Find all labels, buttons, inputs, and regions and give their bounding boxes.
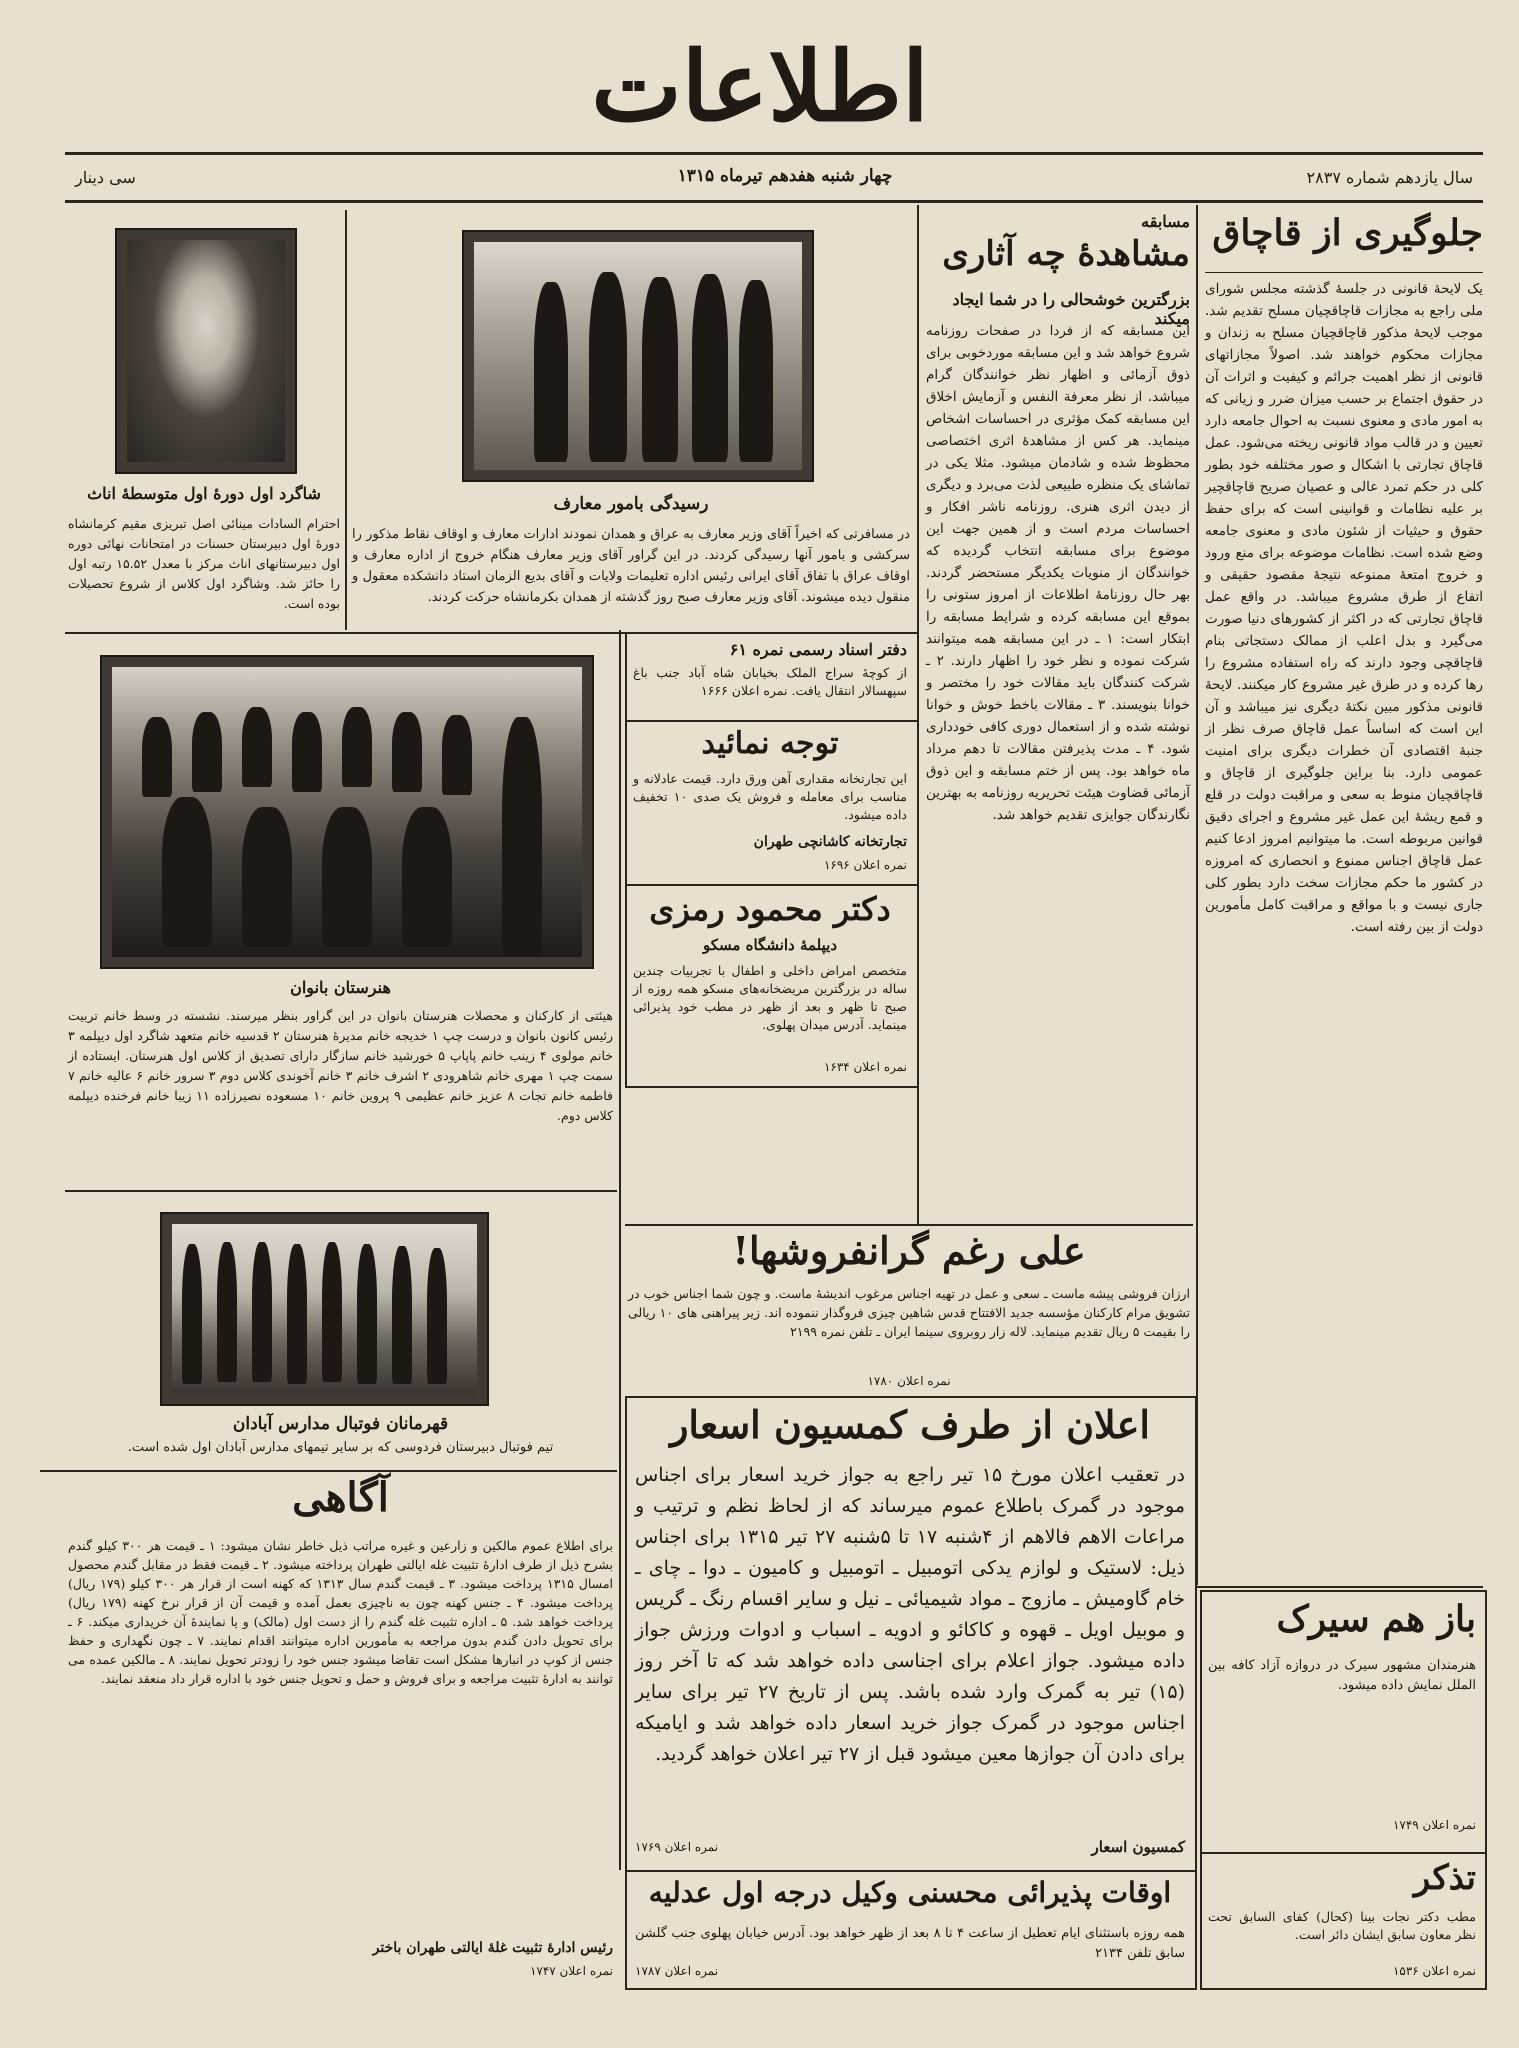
education-body: در مسافرتی که اخیراً آقای وزیر معارف به عراق و همدان نمودند ادارات معارف و اوقاف نقاط مذکور را سرکشی و بامور آنها رسیدگی کردند. در این گراور آقای وزیر معارف هنگام خروج از اداره معارف و اوقاف عراق با تفاق آقای ایرانی رئیس اداره تعلیمات ولایات و آقای بدیع الزمان استاد دانشکده معقول و منقول دیده میشوند. آقای وزیر معارف صبح روز گذشته از همدان بکرمانشاه حرکت کردند. bbox=[352, 527, 910, 605]
contest-subtitle: بزرگترین خوشحالی را در شما ایجاد میکند bbox=[952, 290, 1190, 328]
commission-body: در تعقیب اعلان مورخ ۱۵ تیر راجع به جواز خرید اسعار برای اجناس موجود در گمرک باطلاع عموم میرساند که از لحاظ نظم و ترتیب و مراعات الاهم فالاهم از ۴شنبه ۱۷ تا ۵شنبه ۲۷ تیر ۱۳۱۵ برای اجناس ذیل: لاستیک و لوازم یدکی اتومبیل ـ اتومبیل و کامیون ـ دوا ـ چای ـ خام گاومیش ـ مازوج ـ مواد شیمیائی ـ نیل و سایر اقسام رنگ ـ گریس و موبیل اویل ـ قهوه و کاکائو و ادویه ـ اسباب و ادوات ورزش جواز داده میشود. جواز اعلام برای اجناسی داده خواهد شد که تا آخر روز (۱۵) تیر به گمرک وارد شده باشد. پس از تاریخ ۲۷ تیر برای سایر اجناس موجود در گمرک جواز خرید اسعار داده خواهد شد و ایامیکه برای دادن آن جوازها معین میشود قبل از ۲۷ تیر اعلان خواهد گردید. bbox=[635, 1464, 1186, 1765]
lawyer-body: همه روزه باستثنای ایام تعطیل از ساعت ۴ تا ۸ بعد از ظهر خواهد بود. آدرس خیابان پهلوی جنب گلشن سابق تلفن ۲۱۳۴ bbox=[635, 1926, 1186, 1961]
education-photo bbox=[462, 230, 814, 482]
doctor-ad bbox=[625, 884, 919, 1088]
girls-school-body: هیئتی از کارکنان و محصلات هنرستان بانوان در این گراور بنظر میرسند. نشسته در وسط خانم تربیت رئیس کانون بانوان و درست چپ ۱ خدیجه خانم مدیرهٔ هنرستان ۲ قدسیه خانم متعهد شاگرد اول دیپلمه ۳ خانم مولوی ۴ زینب خانم پاپاپ ۵ خورشید خانم سازگار دارای تصدیق از کلاس اول هنرستان. ایستاده از سمت چپ ۱ مهری خانم شاهرودی ۲ اشرف خانم ۳ خانم آخوندی کلاس دوم ۳ سرور خانم ۶ عالیه خانم ۷ فاطمه خانم تجات ۸ عزیز خانم عظیمی ۹ پروین خانم ۱۰ مسعوده نصیرزاده ۱۱ زیبا خانم فرخنده دیپلمه کلاس دوم. bbox=[68, 1008, 613, 1123]
notice-ref: نمره اعلان ۱۷۴۷ bbox=[529, 1964, 613, 1978]
contest-body: این مسابقه که از فردا در صفحات روزنامه شروع خواهد شد و این مسابقه موردخوبی برای ذوق آزمائی و اظهار نظر خوانندگان گرام میباشد. از نظر معرفة النفس و آزمایش اخلاق این مسابقه کمک مؤثری در احساسات اشخاص مینماید. هر کس از مشاهدهٔ اثری اختصاصی محظوظ شده و شادمان میشود. مثلا یکی در تماشای یک منظره طبیعی لذت می‌برد و دیگری از دیدن اثری هنری. روزنامه ناشر افکار و احساسات مردم است و از همین جهت این موضوع برای مسابقه انتخاب گردیده که خوانندگان از منویات یکدیگر مستحضر گردند. بهر حال روزنامهٔ اطلاعات از امروز ستونی را بموقع این مسابقه کرده و شرایط مسابقه را ابتکار است: ۱ ـ در این مسابقه همه میتوانند شرکت نموده و نظر خود را اظهار دارند. ۲ ـ شرکت کنندگان باید مقالات خود را مختصر و خوانا بنویسند. ۳ ـ مقالات باخط خوش و خوانا نوشته شده و از استعمال دوری کافی خودداری شود. ۴ ـ مدت پذیرفتن مقالات تا دهم مرداد ماه خواهد بود. پس از ختم مسابقه و این ذوق آزمائی قضاوت هیئت تحریریه روزنامه به بهترین نگارندگان جوایزی تقدیم خواهد شد. bbox=[926, 323, 1191, 823]
circus-ad bbox=[1200, 1590, 1487, 1854]
issue-price: سی دینار bbox=[75, 168, 136, 187]
girls-school-photo bbox=[100, 655, 594, 969]
attention-ad bbox=[625, 720, 919, 886]
price-ad-title: علی رغم گرانفروشها! bbox=[732, 1228, 1086, 1273]
commission-ref: نمره اعلان ۱۷۶۹ bbox=[635, 1840, 719, 1854]
contest-kicker: مسابقه bbox=[1141, 212, 1190, 231]
smuggling-title: جلوگیری از قاچاق bbox=[1212, 212, 1483, 254]
commission-title: اعلان از طرف کمسیون اسعار bbox=[670, 1402, 1150, 1447]
girls-school-caption: هنرستان بانوان bbox=[290, 978, 391, 997]
reminder-ref: نمره اعلان ۱۵۳۶ bbox=[1392, 1964, 1476, 1978]
football-caption: قهرمانان فوتبال مدارس آبادان bbox=[232, 1414, 449, 1434]
doctor-ref: نمره اعلان ۱۶۳۴ bbox=[823, 1060, 907, 1074]
reminder-ad bbox=[1200, 1852, 1487, 1990]
notary-body: از کوچهٔ سراج الملک بخیابان شاه آباد جنب باغ سپهسالار انتقال یافت. نمره اعلان ۱۶۶۶ bbox=[633, 665, 907, 698]
price-ad-ref: نمره اعلان ۱۷۸۰ bbox=[867, 1374, 951, 1388]
attention-title: توجه نمائید bbox=[701, 726, 839, 761]
notice-body: برای اطلاع عموم مالکین و زارعین و غیره مراتب ذیل خاطر نشان میشود: ۱ ـ قیمت هر ۳۰۰ کیلو گندم بشرح ذیل از طرف ادارهٔ تثبیت غله ایالتی طهران پرداخته میشود. ۲ ـ قیمت فقط در مقابل گندم محصول امسال ۱۳۱۵ پرداخت میشود. ۳ ـ قیمت گندم سال ۱۳۱۳ که کهنه است از قرار هر ۳۰۰ کیلو (۱۷۹ ریال) پرداخت میشود. ۴ ـ جنس کهنه چون به ناچیزی بعمل آمده و قیمت آن از قرار نرخ کهنه (۱۷۹ ریال) پرداخت خواهد شد. ۵ ـ اداره تثبیت غله گندم را از دست اول (مالک) و یا نمایندهٔ آن خریداری میکند. ۶ ـ برای تحویل دادن گندم بدون مراجعه به مأمورین اداره میتوانند اقدام نمایند. ۷ ـ چون نگهداری و حفظ جنس از کوپ در انبارها مشکل است تقاضا میشود جنس خود را زودتر تحویل نمایند. ۸ ـ مالکین عمده می توانند به ادارهٔ تثبیت مراجعه و برای فروش و حمل و تحویل جنس خود با اداره قرار داد منعقد نمایند. bbox=[68, 1538, 614, 1686]
student-photo bbox=[115, 228, 297, 474]
circus-title: باز هم سیرک bbox=[1276, 1598, 1476, 1640]
lawyer-ref: نمره اعلان ۱۷۸۷ bbox=[635, 1964, 719, 1978]
football-body: تیم فوتبال دبیرستان فردوسی که بر سایر تیمهای مدارس آبادان اول شده است. bbox=[127, 1440, 554, 1455]
masthead-title: اطلاعات bbox=[591, 30, 929, 143]
commission-signature: کمسیون اسعار bbox=[1091, 1838, 1185, 1856]
lawyer-ad bbox=[625, 1870, 1197, 1990]
dateline bbox=[65, 162, 1483, 198]
commission-notice bbox=[625, 1396, 1197, 1872]
smuggling-body: یک لایحهٔ قانونی در جلسهٔ گذشته مجلس شورای ملی راجع به مجازات قاچاقچیان مسلح تقدیم شد. موجب لایحهٔ مذکور قاچاقچیان مسلح به زندان و مجازات محکوم خواهند شد. اصولاً مجازاتهای قانونی از نظر اهمیت جرائم و کیفیت و اثرات آن در حقوق اجتماع بر حسب میزان ضرر و زیانی که به امور مادی و معنوی نسبت به احوال جامعه دارد تعیین و در قالب مواد قانونی ریخته می‌شود. عمل قاچاق تجارتی با اشکال و صور مختلفه خود بطور کلی در حکم تمرد عالی و عصیان صریح قاچاقچیر بر علیه نظامات و قوانینی است که برای حفظ حقوق و حیثیات از شئون مادی و معنوی جامعه وضع شده است. نظامات موضوعه برای منع ورود و خروج امتعهٔ ممنوعه نتیجهٔ مقصود حقیقی و اتفاع از طرق مشروع میباشد. در واقع عمل قاچاق تجارتی که در اکثر از کشورهای دنیا صورت می‌گیرد و بدل اعلب از ممالک دستجاتی بنام قاچاقچی وجود دارند که راه استفاده مشروع را رها کرده و در طرق غیر مشروع کار میکنند. لایحهٔ قانونی مذکور مبین نکتهٔ دیگری نیز میباشد و آن این است که اساساً عمل قاچاق صرف نظر از جنبهٔ اقتصادی آن خطرات دیگری برای امنیت عمومی دارد. بنا براین جلوگیری از قاچاق و قاچاقچیان منوط به سعی و مراقبت دولت در قلع و قمع ریشهٔ این عمل غیر مشروع و اجرای دقیق قوانین مربوطه است. ما میتوانیم امروز ادعا کنیم عمل قاچاق اجناس ممنوع و انحصاری که امروزه در کشور ما حکم مجازات سخت دارد بطور کلی جاری نیست و با مواقع و مراقبت کامل مأمورین دولت از بین رفته است. bbox=[1205, 281, 1483, 935]
student-body: احترام السادات مینائی اصل تبریزی مقیم کرمانشاه دورهٔ اول دبیرستان حسنات در امتحانات نهائی دوره اول دبیرستانهای اناث مرکز با معدل ۱۵.۵۲ رتبه اول را حائز شد. وشاگرد اول کلاس از شروع تحصیلات بوده است. bbox=[68, 516, 340, 611]
attention-body: این تجارتخانه مقداری آهن ورق دارد. قیمت عادلانه و مناسب برای معامله و فروش یک صدی ۱۰ تخفیف داده میشود. bbox=[633, 771, 907, 822]
reminder-body: مطب دکتر نجات بینا (کحال) کفای السابق تحت نظر معاون سابق ایشان دائر است. bbox=[1208, 1909, 1476, 1942]
issue-date: چهار شنبه هفدهم تیرماه ۱۳۱۵ bbox=[677, 166, 893, 186]
attention-ref: نمره اعلان ۱۶۹۶ bbox=[823, 858, 907, 872]
circus-body: هنرمندان مشهور سیرک در دروازه آزاد کافه بین الملل نمایش داده میشود. bbox=[1208, 1658, 1476, 1693]
notice-signature: رئیس ادارهٔ تثبیت غلهٔ ایالتی طهران باختر bbox=[372, 1940, 613, 1956]
doctor-body: متخصص امراض داخلی و اطفال با تجربیات چندین ساله در بزرگترین مریضخانه‌های مسکو همه روزه از صبح تا ظهر و بعد از ظهر در مطب خود پذیرائی مینماید. آدرس میدان پهلوی. bbox=[633, 963, 907, 1032]
education-caption: رسیدگی بامور معارف bbox=[553, 494, 709, 514]
doctor-title: دکتر محمود رمزی bbox=[649, 890, 891, 928]
notary-box bbox=[625, 632, 919, 722]
reminder-title: تذکر bbox=[1413, 1858, 1476, 1898]
attention-company: تجارتخانه کاشانچی طهران bbox=[753, 834, 907, 850]
football-photo bbox=[160, 1212, 489, 1406]
doctor-subtitle: دیپلمهٔ دانشگاه مسکو bbox=[702, 936, 838, 954]
notice-title: آگاهی bbox=[292, 1474, 389, 1521]
lawyer-title: اوقات پذیرائی محسنی وکیل درجه اول عدلیه bbox=[648, 1876, 1172, 1909]
contest-title: مشاهدهٔ چه آثاری bbox=[942, 234, 1190, 274]
circus-ref: نمره اعلان ۱۷۴۹ bbox=[1392, 1818, 1476, 1832]
issue-number: سال یازدهم شماره ۲۸۳۷ bbox=[1306, 168, 1473, 187]
price-ad-body: ارزان فروشی پیشه ماست ـ سعی و عمل در تهیه اجناس مرغوب اندیشهٔ ماست. و چون شما اجناس خوب در تشویق مرام کارکنان مؤسسه جدید الافتتاح قدس شاهین چیزی فروگذار ننموده اند. زیر پیراهنی های ۱۰ ریالی را بقیمت ۵ ریال تقدیم مینماید. لاله زار روبروی سینما ایران ـ تلفن نمره ۲۱۹۹ bbox=[628, 1286, 1190, 1339]
student-caption: شاگرد اول دورهٔ اول متوسطهٔ اناث bbox=[87, 484, 321, 503]
notary-title: دفتر اسناد رسمی نمره ۶۱ bbox=[729, 640, 907, 659]
